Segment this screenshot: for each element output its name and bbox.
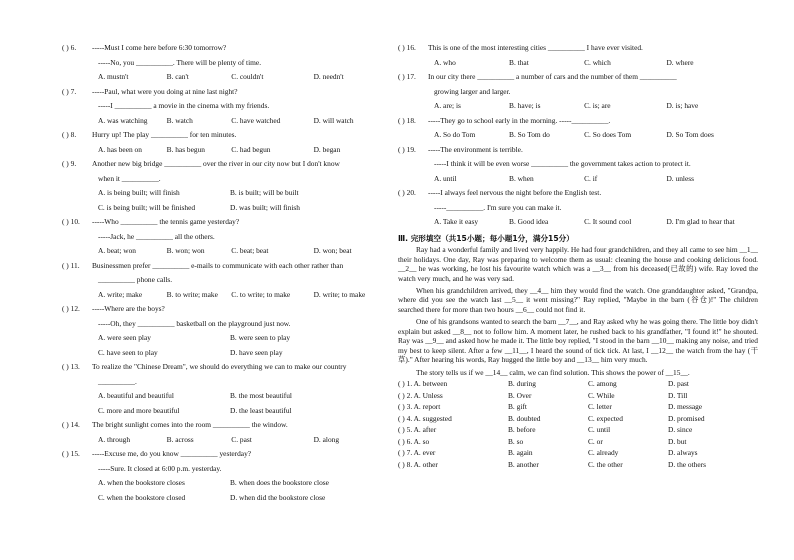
cloze-option: ( ) 3. A. report [398, 402, 441, 412]
question-line [62, 218, 392, 233]
question-text: -----They go to school early in the morning. -----__________. [428, 115, 611, 125]
question-line [62, 276, 392, 291]
answer-options [62, 204, 392, 219]
question-text: -----I always feel nervous the night before the English test. [428, 188, 602, 197]
cloze-option: ( ) 4. A. suggested [398, 413, 452, 423]
question-line [62, 131, 392, 146]
question-text: -----Paul, what were you doing at nine last night? [92, 86, 238, 96]
cloze-option: C. among [588, 379, 617, 389]
answer-option: D. I'm glad to hear that [666, 217, 735, 226]
cloze-option: B. during [508, 379, 536, 389]
answer-options [62, 117, 392, 132]
cloze-option: B. another [508, 459, 539, 469]
answer-options [62, 146, 392, 161]
question-text: -----Where are the boys? [92, 304, 165, 313]
question-number: ( ) 17. [398, 72, 416, 81]
question-number: ( ) 18. [398, 115, 416, 125]
answer-option: C. couldn't [231, 72, 264, 81]
cloze-option: B. before [508, 425, 536, 435]
question-text: In our city there __________ a number of cars and the number of them __________ [428, 72, 677, 81]
cloze-option-row [398, 403, 758, 415]
question-text: __________. [98, 376, 137, 386]
answer-options [62, 349, 392, 364]
cloze-option: ( ) 1. A. between [398, 379, 448, 389]
answer-option: B. won; won [166, 246, 205, 255]
answer-option: D. was built; will finish [230, 202, 301, 212]
answer-options [62, 334, 392, 349]
question-number: ( ) 11. [62, 260, 80, 270]
cloze-option-row [398, 380, 758, 392]
answer-options [398, 59, 758, 74]
cloze-option-row [398, 392, 758, 404]
cloze-option: C. expected [588, 413, 623, 423]
question-text: To realize the "Chinese Dream", we should do everything we can to make our country [92, 362, 347, 371]
cloze-option: D. past [668, 379, 689, 389]
answer-option: A. was watching [98, 115, 148, 125]
passage-paragraph: When his grandchildren arrived, they __4__ him they would find the watch. One granddaughter asked, "Grandpa, where did you see the watch last __5__ it went missing?" Ray replied, "Maybe in the barn (谷仓)!" The children searched there for more than two hours __6__ could not find it. [398, 285, 758, 314]
answer-options [62, 494, 392, 509]
question-line [62, 175, 392, 190]
answer-option: A. were seen play [98, 333, 151, 342]
question-line [62, 44, 392, 59]
question-line [398, 73, 758, 88]
answer-options [62, 189, 392, 204]
answer-option: D. the least beautiful [230, 405, 292, 415]
passage-paragraph: Ray had a wonderful family and lived very happily. He had four grandchildren, and they all came to see him __1__ their holidays. One day, Ray was preparing to welcome them as usual: cleaning the house and cooking delicious food. __2__ he was working, he lost his favourite watch which was a __3__ from his deceased(已故的) wife. Ray loved the watch very much, and he was very sad. [398, 245, 758, 283]
question-text: -----Must I come here before 6:30 tomorrow? [92, 43, 227, 52]
answer-option: D. have seen play [230, 347, 283, 357]
question-line [62, 305, 392, 320]
answer-option: A. is being built; will finish [98, 188, 180, 197]
question-line [62, 421, 392, 436]
question-line [62, 88, 392, 103]
cloze-option: D. always [668, 448, 698, 458]
answer-options [398, 218, 758, 233]
answer-option: A. has been on [98, 144, 142, 154]
answer-options [62, 479, 392, 494]
answer-option: C. have seen to play [98, 347, 158, 357]
answer-option: A. when the bookstore closes [98, 478, 185, 487]
answer-option: D. along [313, 434, 340, 444]
question-number: ( ) 19. [398, 144, 416, 154]
cloze-option: ( ) 5. A. after [398, 425, 437, 435]
question-line [398, 88, 758, 103]
cloze-option: ( ) 6. A. so [398, 436, 430, 446]
section-title: Ⅲ. 完形填空（共15小题；每小题1分，满分15分） [398, 233, 574, 243]
cloze-option: B. doubted [508, 413, 541, 423]
answer-options [398, 102, 758, 117]
question-line [62, 160, 392, 175]
answer-option: C. to write; to make [231, 289, 291, 299]
question-number: ( ) 14. [62, 420, 80, 429]
answer-option: C. more and more beautiful [98, 405, 180, 415]
question-text: -----__________. I'm sure you can make it. [434, 202, 562, 212]
answer-option: D. is; have [666, 101, 699, 110]
cloze-option: C. letter [588, 402, 612, 412]
answer-option: B. when [509, 173, 534, 183]
answer-option: A. So do Tom [434, 130, 476, 139]
cloze-option: ( ) 7. A. ever [398, 448, 436, 458]
cloze-option-row [398, 449, 758, 461]
answer-option: C. past [231, 434, 252, 444]
answer-option: B. were seen to play [230, 333, 291, 342]
question-line [398, 160, 758, 175]
passage-paragraph: The story tells us if we __14__ calm, we can find solution. This shows the power of __15__. [416, 367, 690, 377]
question-text: This is one of the most interesting cities __________ I have ever visited. [428, 43, 643, 52]
question-line [62, 465, 392, 480]
cloze-option: C. until [588, 425, 611, 435]
question-text: -----Who __________ the tennis game yesterday? [92, 217, 240, 226]
answer-option: B. watch [166, 115, 193, 125]
answer-options [398, 175, 758, 190]
question-text: Another new big bridge __________ over the river in our city now but I don't know [92, 159, 340, 168]
question-text: -----Jack, he __________ all the others. [98, 231, 215, 241]
answer-option: C. So does Tom [584, 130, 632, 139]
cloze-option: ( ) 8. A. other [398, 459, 438, 469]
answer-option: B. have; is [509, 101, 541, 110]
answer-option: A. mustn't [98, 72, 129, 81]
answer-option: A. through [98, 434, 131, 444]
question-line [398, 117, 758, 132]
passage-paragraph: One of his grandsons wanted to search the barn __7__, and Ray asked why he was going there. The little boy didn't explain but asked __8__ not to follow him. A moment later, he rushed back to his grandfather, "I found it!" he shouted. Ray was __9__ and asked how he made it. The little boy replied, "I stood in the barn __10__ making any noise, and tried my best to keep silent. After a few __11__, I heard the sound of tick tick. At last, I __12__ the watch from the hay (干草)." After hearing his words, Ray hugged the little boy and __13__ him very much. [398, 317, 758, 365]
answer-option: B. that [509, 57, 529, 67]
cloze-passage [398, 245, 758, 377]
question-number: ( ) 16. [398, 43, 416, 52]
cloze-option: B. so [508, 436, 524, 446]
question-text: -----Sure. It closed at 6:00 p.m. yesterday. [98, 463, 222, 473]
question-text: -----I __________ a movie in the cinema with my friends. [98, 101, 270, 110]
question-line [62, 450, 392, 465]
question-number: ( ) 10. [62, 217, 80, 226]
answer-option: A. beat; won [98, 246, 136, 255]
question-line [398, 189, 758, 204]
cloze-option-row [398, 415, 758, 427]
question-number: ( ) 12. [62, 304, 80, 313]
answer-option: C. have watched [231, 115, 281, 125]
question-line [62, 363, 392, 378]
question-line [62, 378, 392, 393]
answer-option: B. the most beautiful [230, 391, 292, 400]
answer-options [62, 407, 392, 422]
answer-option: B. can't [166, 72, 189, 81]
question-number: ( ) 6. [62, 43, 77, 52]
answer-option: D. So Tom does [666, 130, 714, 139]
question-line [62, 262, 392, 277]
cloze-option-row [398, 461, 758, 473]
cloze-option: B. gift [508, 402, 527, 412]
question-text: -----Excuse me, do you know __________ yesterday? [92, 449, 252, 458]
cloze-option: D. but [668, 436, 687, 446]
answer-options [62, 247, 392, 262]
question-line [62, 102, 392, 117]
cloze-option-row [398, 426, 758, 438]
cloze-option: D. the others [668, 459, 706, 469]
question-text: when it __________. [98, 173, 161, 183]
answer-option: C. if [584, 173, 598, 183]
question-text: -----No, you __________. There will be plenty of time. [98, 57, 262, 67]
answer-option: A. beautiful and beautiful [98, 391, 174, 400]
cloze-option: ( ) 2. A. Unless [398, 390, 443, 400]
answer-option: C. is; are [584, 101, 611, 110]
question-text: The bright sunlight comes into the room __________ the window. [92, 420, 288, 429]
answer-option: D. unless [666, 173, 694, 183]
cloze-option: C. the other [588, 459, 623, 469]
cloze-option: B. again [508, 448, 533, 458]
question-number: ( ) 15. [62, 449, 80, 458]
question-text: growing larger and larger. [434, 86, 511, 96]
answer-option: A. Take it easy [434, 217, 479, 226]
question-text: Businessmen prefer __________ e-mails to communicate with each other rather than [92, 260, 344, 270]
cloze-option: C. While [588, 390, 615, 400]
answer-option: D. won; beat [313, 246, 352, 255]
answer-option: B. when does the bookstore close [230, 478, 329, 487]
question-number: ( ) 13. [62, 362, 80, 371]
question-line [62, 233, 392, 248]
answer-option: D. write; to make [313, 289, 366, 299]
cloze-options [398, 380, 758, 472]
question-text: __________ phone calls. [98, 275, 173, 284]
answer-option: C. had begun [231, 144, 271, 154]
answer-option: B. has begun [166, 144, 205, 154]
cloze-option: D. message [668, 402, 703, 412]
answer-option: A. until [434, 173, 457, 183]
cloze-option: D. since [668, 425, 693, 435]
answer-option: A. write; make [98, 289, 143, 299]
answer-option: B. So Tom do [509, 130, 550, 139]
answer-options [62, 291, 392, 306]
answer-option: D. began [313, 144, 341, 154]
answer-option: C. It sound cool [584, 217, 632, 226]
question-number: ( ) 7. [62, 86, 77, 96]
answer-option: B. Good idea [509, 217, 549, 226]
answer-option: C. when the bookstore closed [98, 492, 186, 502]
question-text: Hurry up! The play __________ for ten minutes. [92, 130, 237, 139]
question-line [62, 59, 392, 74]
answer-option: A. are; is [434, 101, 461, 110]
answer-option: D. needn't [313, 72, 344, 81]
cloze-option-row [398, 438, 758, 450]
answer-options [398, 131, 758, 146]
question-line [398, 204, 758, 219]
question-number: ( ) 8. [62, 130, 77, 139]
question-text: -----Oh, they __________ basketball on the playground just now. [98, 318, 291, 328]
left-column [62, 44, 392, 508]
answer-option: D. will watch [313, 115, 354, 125]
answer-options [62, 73, 392, 88]
cloze-option: C. or [588, 436, 603, 446]
answer-option: D. when did the bookstore close [230, 492, 326, 502]
answer-option: B. to write; make [166, 289, 218, 299]
cloze-option: C. already [588, 448, 619, 458]
answer-option: C. is being built; will be finished [98, 202, 196, 212]
cloze-option: D. promised [668, 413, 705, 423]
question-line [398, 146, 758, 161]
right-column [398, 44, 758, 472]
answer-option: B. is built; will be built [230, 188, 299, 197]
question-number: ( ) 9. [62, 159, 77, 168]
question-line [398, 44, 758, 59]
question-number: ( ) 20. [398, 188, 416, 197]
answer-option: A. who [434, 57, 456, 67]
cloze-option: D. Till [668, 390, 688, 400]
answer-option: D. where [666, 57, 694, 67]
answer-option: C. beat; beat [231, 246, 269, 255]
answer-option: B. across [166, 434, 194, 444]
answer-options [62, 392, 392, 407]
question-text: -----I think it will be even worse __________ the government takes action to protect it. [434, 159, 691, 168]
question-text: -----The environment is terrible. [428, 144, 523, 154]
answer-option: C. which [584, 57, 611, 67]
answer-options [62, 436, 392, 451]
cloze-option: B. Over [508, 390, 532, 400]
question-line [62, 320, 392, 335]
